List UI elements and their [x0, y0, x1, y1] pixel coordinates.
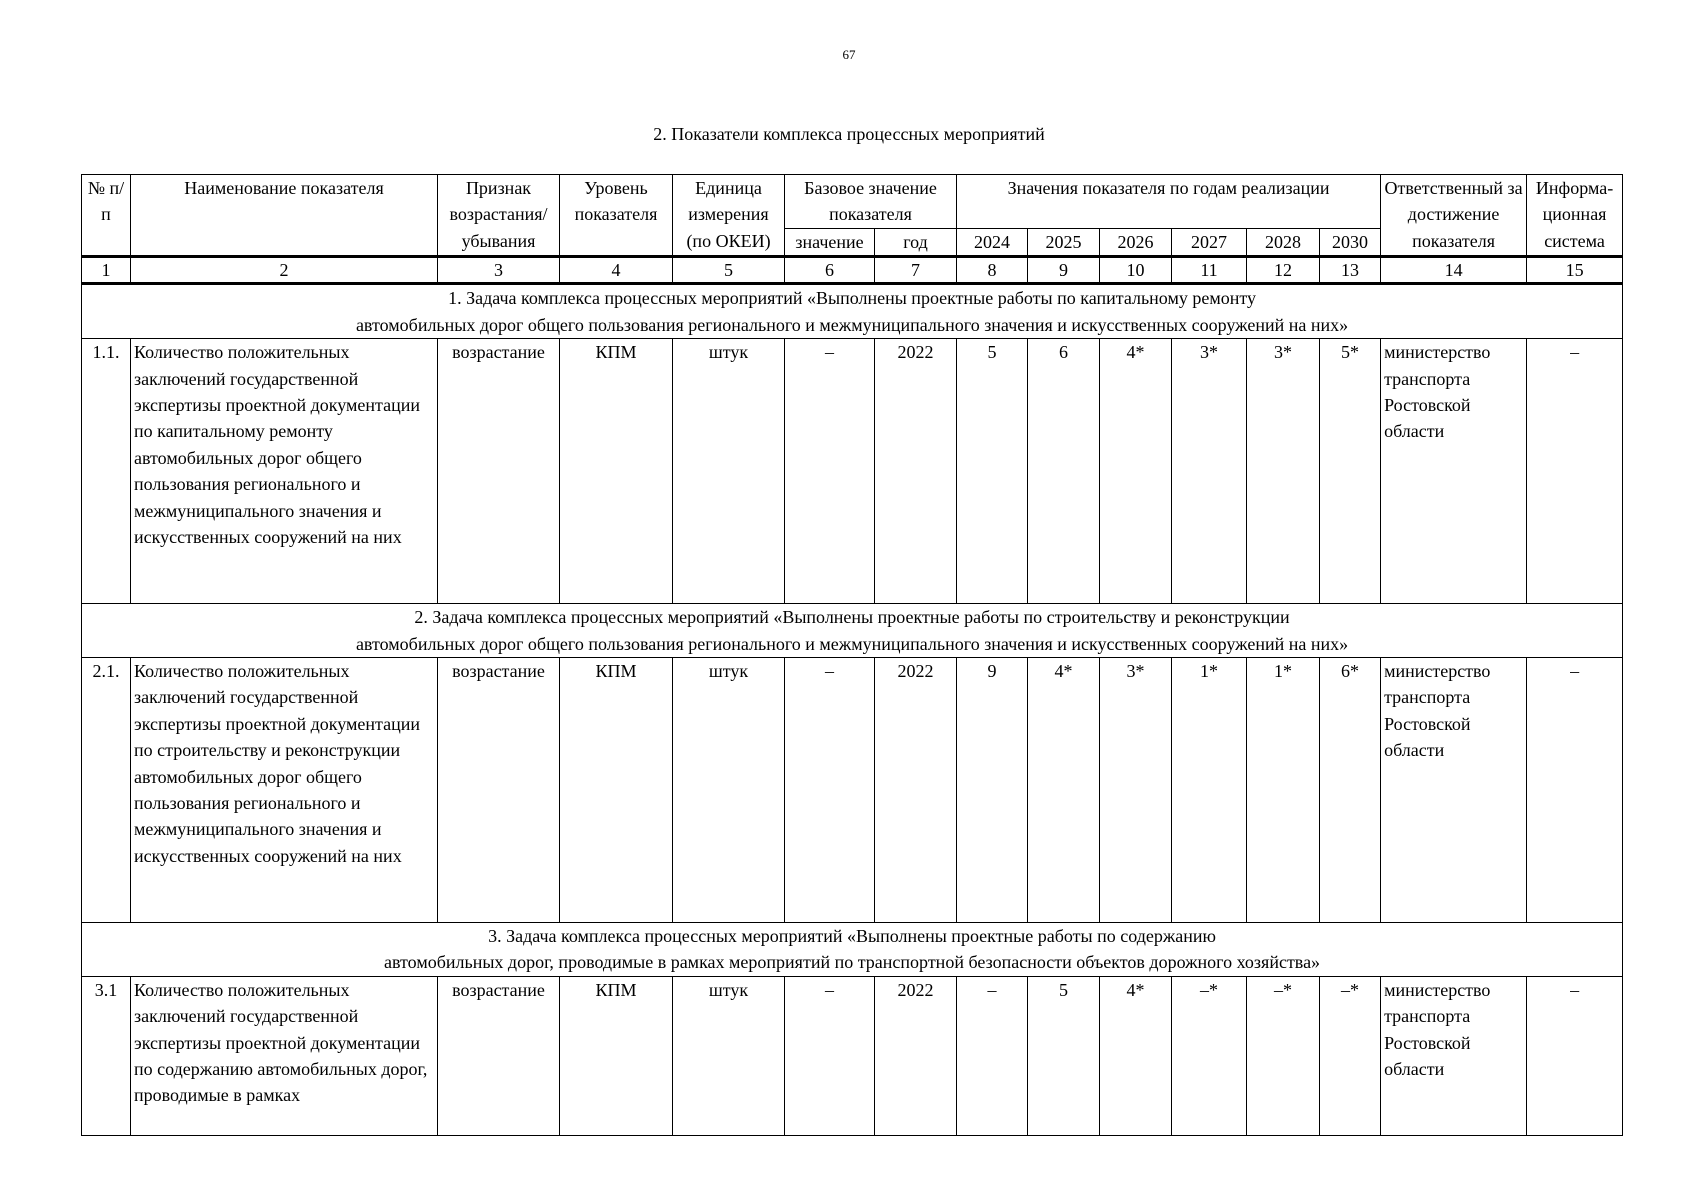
- task-heading-line: автомобильных дорог общего пользования регионального и межмуниципального значения и искусственных сооружений на них»: [355, 633, 1349, 654]
- indicator-sign: возрастание: [438, 976, 560, 1135]
- year-value: 3*: [1100, 658, 1172, 923]
- header-base-value: значение: [785, 229, 875, 257]
- header-row: [82, 175, 1623, 229]
- task-row: [82, 284, 1623, 339]
- responsible-org: министерство транспорта Ростовской области: [1381, 976, 1527, 1135]
- header-base-year: год: [875, 229, 957, 257]
- column-number: 4: [560, 257, 673, 284]
- info-system: –: [1527, 658, 1623, 923]
- year-value: 1*: [1172, 658, 1247, 923]
- indicator-row: [82, 976, 1623, 1135]
- year-value: –*: [1320, 976, 1381, 1135]
- indicator-name: Количество положительных заключений государственной экспертизы проектной документации по содержанию автомобильных дорог, проводимые в рамках: [131, 976, 438, 1135]
- column-number: 14: [1381, 257, 1527, 284]
- task-heading-line: автомобильных дорог, проводимые в рамках мероприятий по транспортной безопасности объектов дорожного хозяйства»: [384, 952, 1321, 973]
- column-number: 13: [1320, 257, 1381, 284]
- responsible-org: министерство транспорта Ростовской области: [1381, 658, 1527, 923]
- column-number: 12: [1247, 257, 1320, 284]
- header-sign: Признак возрастания/ убывания: [438, 175, 560, 257]
- indicator-name: Количество положительных заключений государственной экспертизы проектной документации по капитальному ремонту автомобильных дорог общего пользования регионального и межмуниципального значения и искусственных сооружений на них: [131, 339, 438, 604]
- year-value: 4*: [1028, 658, 1100, 923]
- responsible-org: министерство транспорта Ростовской области: [1381, 339, 1527, 604]
- column-number: 10: [1100, 257, 1172, 284]
- header-base: Базовое значение показателя: [785, 175, 957, 229]
- column-number: 9: [1028, 257, 1100, 284]
- page-number: 67: [842, 47, 856, 62]
- indicators-table: [81, 174, 1623, 1136]
- base-year: 2022: [875, 339, 957, 604]
- header-info: Информа- ционная система: [1527, 175, 1623, 257]
- column-number: 7: [875, 257, 957, 284]
- year-value: –*: [1247, 976, 1320, 1135]
- task-row: [82, 604, 1623, 658]
- header-year: 2024: [957, 229, 1028, 257]
- indicator-level: КПМ: [560, 339, 673, 604]
- header-responsible: Ответственный за достижение показателя: [1381, 175, 1527, 257]
- header-year: 2027: [1172, 229, 1247, 257]
- header-values: Значения показателя по годам реализации: [957, 175, 1381, 229]
- indicator-unit: штук: [673, 658, 785, 923]
- column-number: 2: [131, 257, 438, 284]
- info-system: –: [1527, 339, 1623, 604]
- indicator-row: [82, 658, 1623, 923]
- year-value: 5*: [1320, 339, 1381, 604]
- column-number: 3: [438, 257, 560, 284]
- indicator-row: [82, 339, 1623, 604]
- page-title: 2. Показатели комплекса процессных мероприятий: [653, 124, 1045, 144]
- header-year: 2030: [1320, 229, 1381, 257]
- header-level: Уровень показателя: [560, 175, 673, 257]
- year-value: 5: [957, 339, 1028, 604]
- year-value: 1*: [1247, 658, 1320, 923]
- header-year: 2025: [1028, 229, 1100, 257]
- year-value: 5: [1028, 976, 1100, 1135]
- header-unit: Единица измерения (по ОКЕИ): [673, 175, 785, 257]
- year-value: 6*: [1320, 658, 1381, 923]
- column-number: 11: [1172, 257, 1247, 284]
- indicator-level: КПМ: [560, 658, 673, 923]
- column-number: 5: [673, 257, 785, 284]
- column-numbers-row: [82, 257, 1623, 284]
- year-value: 4*: [1100, 339, 1172, 604]
- task-row: [82, 923, 1623, 977]
- task-heading-line: 1. Задача комплекса процессных мероприятий «Выполнены проектные работы по капитальному ремонту: [448, 288, 1256, 309]
- year-value: 4*: [1100, 976, 1172, 1135]
- year-value: 3*: [1172, 339, 1247, 604]
- task-heading: [82, 923, 1623, 977]
- task-heading: [82, 604, 1623, 658]
- header-year: 2028: [1247, 229, 1320, 257]
- column-number: 8: [957, 257, 1028, 284]
- indicator-unit: штук: [673, 976, 785, 1135]
- indicator-level: КПМ: [560, 976, 673, 1135]
- indicator-sign: возрастание: [438, 658, 560, 923]
- base-value: –: [785, 339, 875, 604]
- base-year: 2022: [875, 976, 957, 1135]
- info-system: –: [1527, 976, 1623, 1135]
- indicator-sign: возрастание: [438, 339, 560, 604]
- indicator-unit: штук: [673, 339, 785, 604]
- base-year: 2022: [875, 658, 957, 923]
- year-value: 9: [957, 658, 1028, 923]
- row-num: 2.1.: [82, 658, 131, 923]
- base-value: –: [785, 976, 875, 1135]
- year-value: 6: [1028, 339, 1100, 604]
- header-year: 2026: [1100, 229, 1172, 257]
- task-heading: [82, 284, 1623, 339]
- row-num: 3.1: [82, 976, 131, 1135]
- base-value: –: [785, 658, 875, 923]
- column-number: 15: [1527, 257, 1623, 284]
- header-name: Наименование показателя: [131, 175, 438, 257]
- indicator-name: Количество положительных заключений государственной экспертизы проектной документации по строительству и реконструкции автомобильных дорог общего пользования регионального и межмуниципального значения и искусственных сооружений на них: [131, 658, 438, 923]
- header-num: № п/п: [82, 175, 131, 257]
- year-value: –: [957, 976, 1028, 1135]
- column-number: 6: [785, 257, 875, 284]
- year-value: 3*: [1247, 339, 1320, 604]
- task-heading-line: 2. Задача комплекса процессных мероприятий «Выполнены проектные работы по строительству и реконструкции: [414, 607, 1290, 628]
- year-value: –*: [1172, 976, 1247, 1135]
- task-heading-line: автомобильных дорог общего пользования регионального и межмуниципального значения и искусственных сооружений на них»: [355, 314, 1349, 335]
- column-number: 1: [82, 257, 131, 284]
- task-heading-line: 3. Задача комплекса процессных мероприятий «Выполнены проектные работы по содержанию: [488, 926, 1216, 947]
- row-num: 1.1.: [82, 339, 131, 604]
